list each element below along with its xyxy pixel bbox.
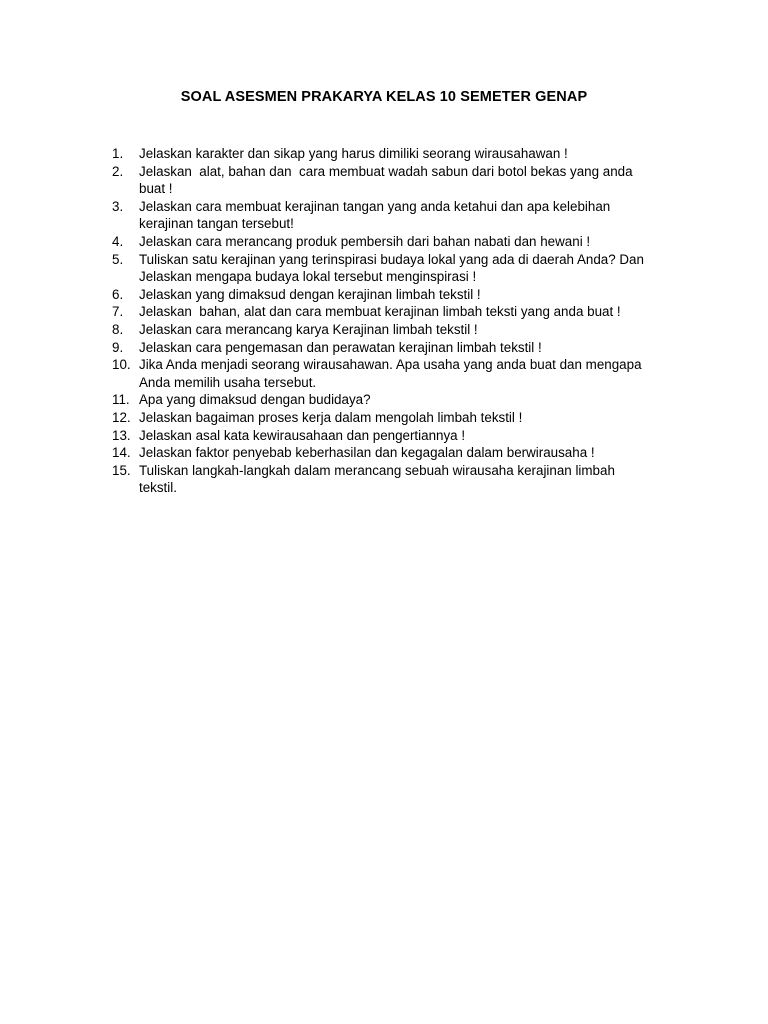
list-item: [112, 303, 692, 321]
question-text: Jelaskan alat, bahan dan cara membuat wadah sabun dari botol bekas yang anda buat !: [139, 163, 633, 197]
question-number: 13.: [112, 427, 131, 443]
question-text: Tuliskan langkah-langkah dalam merancang sebuah wirausaha kerajinan limbah tekstil.: [139, 462, 615, 496]
question-text: Jelaskan cara pengemasan dan perawatan kerajinan limbah tekstil !: [139, 339, 542, 355]
list-item: [112, 356, 692, 391]
list-item: [112, 163, 692, 198]
list-item: [112, 462, 692, 497]
list-item: [112, 321, 692, 339]
question-number: 10.: [112, 357, 131, 373]
question-number: 3.: [112, 198, 124, 214]
question-text: Jika Anda menjadi seorang wirausahawan. Apa usaha yang anda buat dan mengapa Anda memilih usaha tersebut.: [139, 357, 642, 390]
question-number: 11.: [112, 392, 130, 408]
question-text: Jelaskan cara merancang produk pembersih dari bahan nabati dan hewani !: [139, 233, 591, 249]
question-number: 8.: [112, 321, 124, 337]
list-item: [112, 444, 692, 462]
question-number: 6.: [112, 286, 124, 302]
question-text: Apa yang dimaksud dengan budidaya?: [139, 392, 371, 408]
list-item: [112, 391, 692, 409]
question-text: Jelaskan bahan, alat dan cara membuat kerajinan limbah teksti yang anda buat !: [139, 304, 621, 320]
question-text: Jelaskan cara merancang karya Kerajinan limbah tekstil !: [139, 321, 478, 337]
question-number: 9.: [112, 339, 124, 355]
list-item: [112, 409, 692, 427]
question-number: 4.: [112, 233, 124, 249]
question-number: 2.: [112, 163, 124, 179]
question-number: 1.: [112, 146, 124, 161]
page-title: SOAL ASESMEN PRAKARYA KELAS 10 SEMETER GENAP: [180, 89, 588, 105]
question-number: 15.: [112, 462, 131, 478]
question-number: 12.: [112, 409, 131, 425]
question-text: Jelaskan cara membuat kerajinan tangan yang anda ketahui dan apa kelebihan kerajinan tangan tersebut!: [139, 198, 611, 232]
list-item: [112, 339, 692, 357]
question-list: [112, 145, 692, 497]
list-item: [112, 251, 692, 286]
question-text: Jelaskan asal kata kewirausahaan dan pengertiannya !: [139, 427, 466, 443]
list-item: [112, 233, 692, 251]
list-item: [112, 198, 692, 233]
question-text: Jelaskan karakter dan sikap yang harus dimiliki seorang wirausahawan !: [139, 146, 568, 161]
question-text: Jelaskan bagaiman proses kerja dalam mengolah limbah tekstil !: [139, 409, 523, 425]
question-number: 14.: [112, 445, 131, 461]
list-item: [112, 286, 692, 304]
question-number: 5.: [112, 251, 124, 267]
question-text: Tuliskan satu kerajinan yang terinspirasi budaya lokal yang ada di daerah Anda? Dan Jelaskan mengapa budaya lokal tersebut menginspirasi !: [139, 251, 644, 285]
list-item: [112, 145, 692, 163]
question-text: Jelaskan yang dimaksud dengan kerajinan limbah tekstil !: [139, 286, 481, 302]
list-item: [112, 427, 692, 445]
question-text: Jelaskan faktor penyebab keberhasilan dan kegagalan dalam berwirausaha !: [139, 445, 595, 461]
question-number: 7.: [112, 304, 124, 320]
